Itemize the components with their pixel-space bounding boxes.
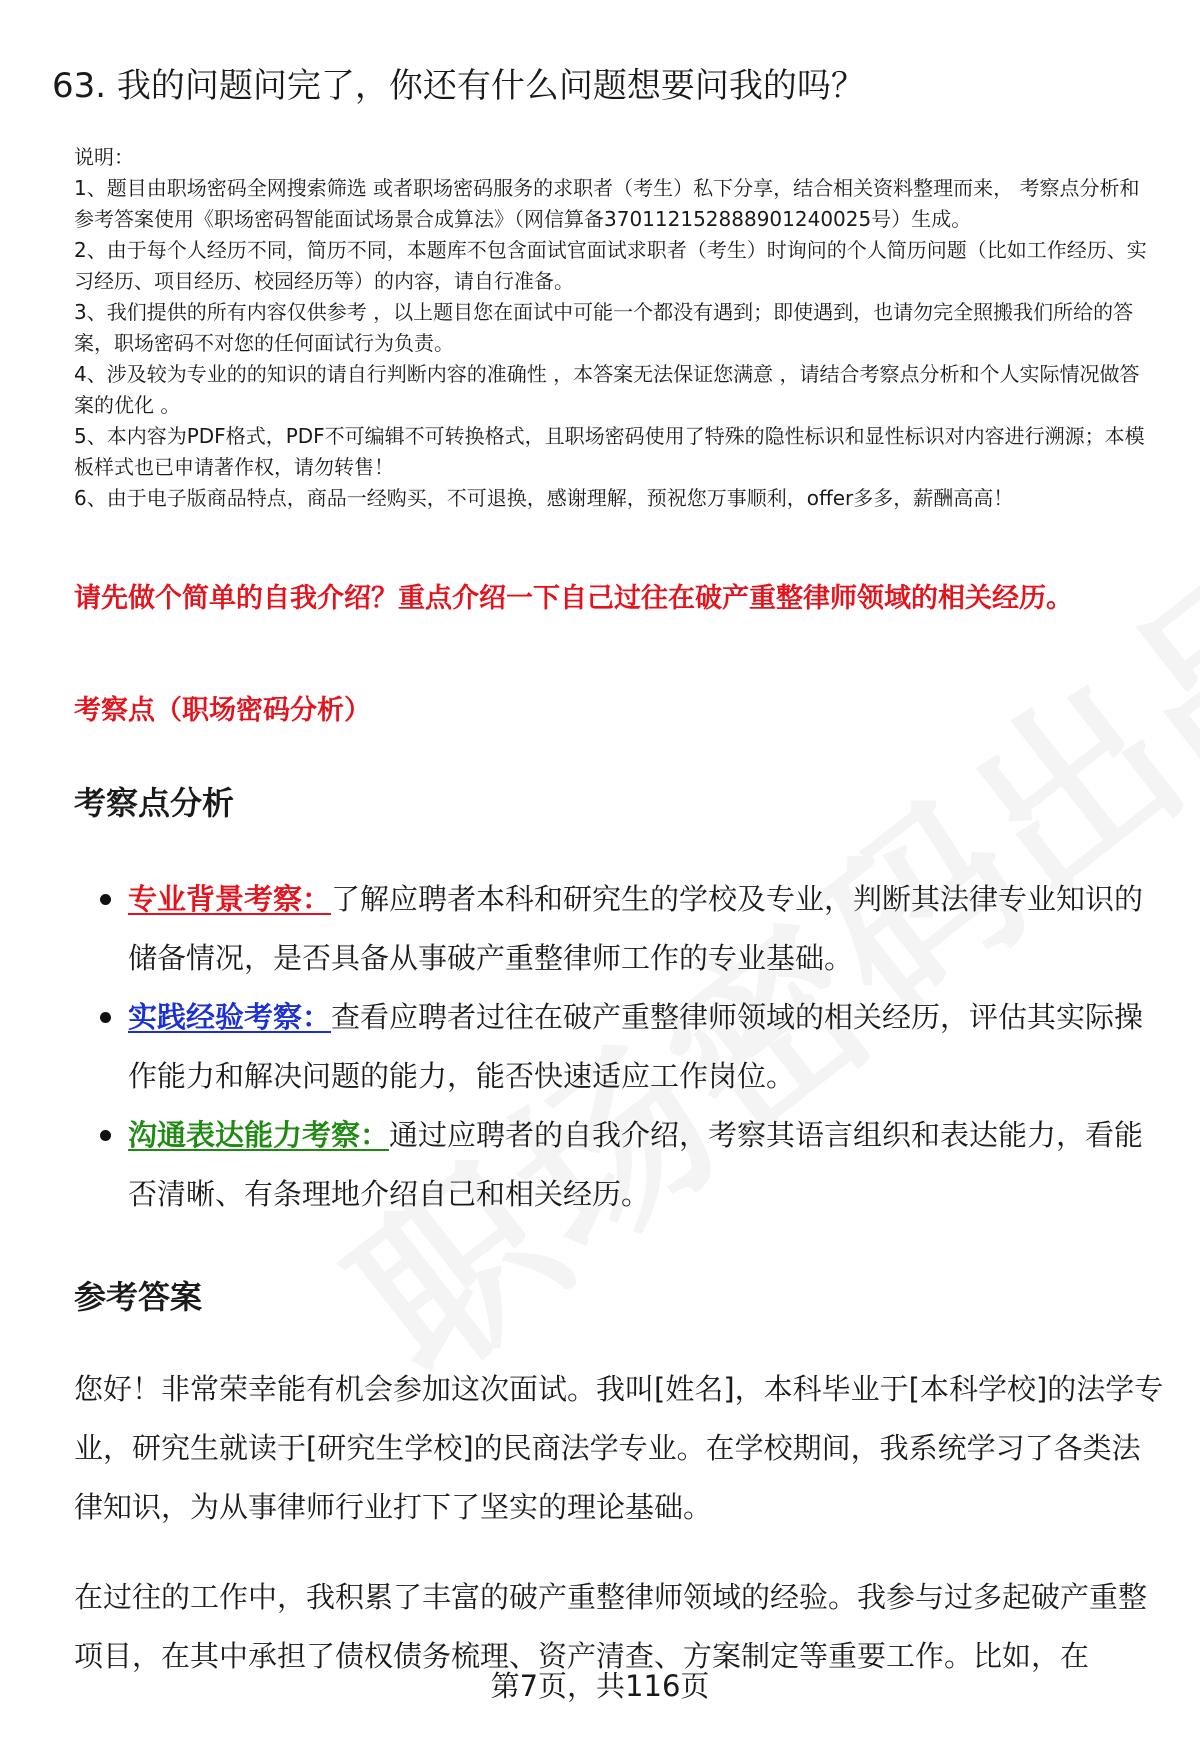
note-item: 3、我们提供的所有内容仅供参考 ，以上题目您在面试中可能一个都没有遇到；即使遇到，也请勿完全照搬我们所给的答案，职场密码不对您的任何面试行为负责。 (74, 300, 1134, 355)
note-item: 1、题目由职场密码全网搜索筛选 或者职场密码服务的求职者（考生）私下分享，结合相关资料整理而来， 考察点分析和参考答案使用《职场密码智能面试场景合成算法》（网信算备370112152888901240025号）生成。 (74, 176, 1140, 231)
point-text: 查看应聘者过往在破产重整律师领域的相关经历，评估其实际操作能力和解决问题的能力，能否快速适应工作岗位。 (128, 1000, 1144, 1093)
analysis-point (100, 870, 1150, 988)
bullet-icon (100, 894, 111, 905)
analysis-point (100, 988, 1150, 1106)
analysis-point (100, 1106, 1150, 1224)
notes-heading: 说明： (74, 145, 134, 169)
answer-paragraph: 您好！非常荣幸能有机会参加这次面试。我叫[姓名]，本科毕业于[本科学校]的法学专业，研究生就读于[研究生学校]的民商法学专业。在学校期间，我系统学习了各类法律知识，为从事律师行业打下了坚实的理论基础。 (74, 1372, 1164, 1524)
question-title: 63. 我的问题问完了，你还有什么问题想要问我的吗？ (52, 66, 865, 106)
page-footer: 第7页，共116页 (490, 1669, 710, 1703)
notes-section (74, 142, 1159, 514)
answer-heading: 参考答案 (74, 1278, 203, 1316)
point-label: 实践经验考察： (128, 1000, 332, 1034)
analysis-list (100, 870, 1150, 1224)
note-item: 2、由于每个人经历不同，简历不同，本题库不包含面试官面试求职者（考生）时询问的个人简历问题（比如工作经历、实习经历、项目经历、校园经历等）的内容，请自行准备。 (74, 238, 1147, 293)
point-label: 沟通表达能力考察： (128, 1118, 390, 1152)
point-label: 专业背景考察： (128, 882, 332, 916)
bullet-icon (100, 1130, 111, 1141)
analysis-heading: 考察点分析 (74, 784, 235, 822)
bullet-icon (100, 1012, 111, 1023)
answer-paragraph: 在过往的工作中，我积累了丰富的破产重整律师领域的经验。我参与过多起破产重整项目，在其中承担了债权债务梳理、资产清查、方案制定等重要工作。比如，在 (74, 1580, 1148, 1673)
note-item: 4、涉及较为专业的的知识的请自行判断内容的准确性 ，本答案无法保证您满意 ，请结合考察点分析和个人实际情况做答案的优化 。 (74, 362, 1140, 417)
point-text: 通过应聘者的自我介绍，考察其语言组织和表达能力，看能否清晰、有条理地介绍自己和相关经历。 (128, 1118, 1144, 1211)
note-item: 5、本内容为PDF格式，PDF不可编辑不可转换格式，且职场密码使用了特殊的隐性标识和显性标识对内容进行溯源；本模板样式也已申请著作权，请勿转售！ (74, 424, 1145, 479)
analysis-label: 考察点（职场密码分析） (74, 695, 371, 726)
point-text: 了解应聘者本科和研究生的学校及专业，判断其法律专业知识的储备情况，是否具备从事破产重整律师工作的专业基础。 (128, 882, 1144, 975)
interview-question: 请先做个简单的自我介绍？重点介绍一下自己过往在破产重整律师领域的相关经历。 (74, 583, 1073, 614)
note-item: 6、由于电子版商品特点，商品一经购买，不可退换，感谢理解，预祝您万事顺利，offer多多，薪酬高高！ (74, 486, 1014, 510)
